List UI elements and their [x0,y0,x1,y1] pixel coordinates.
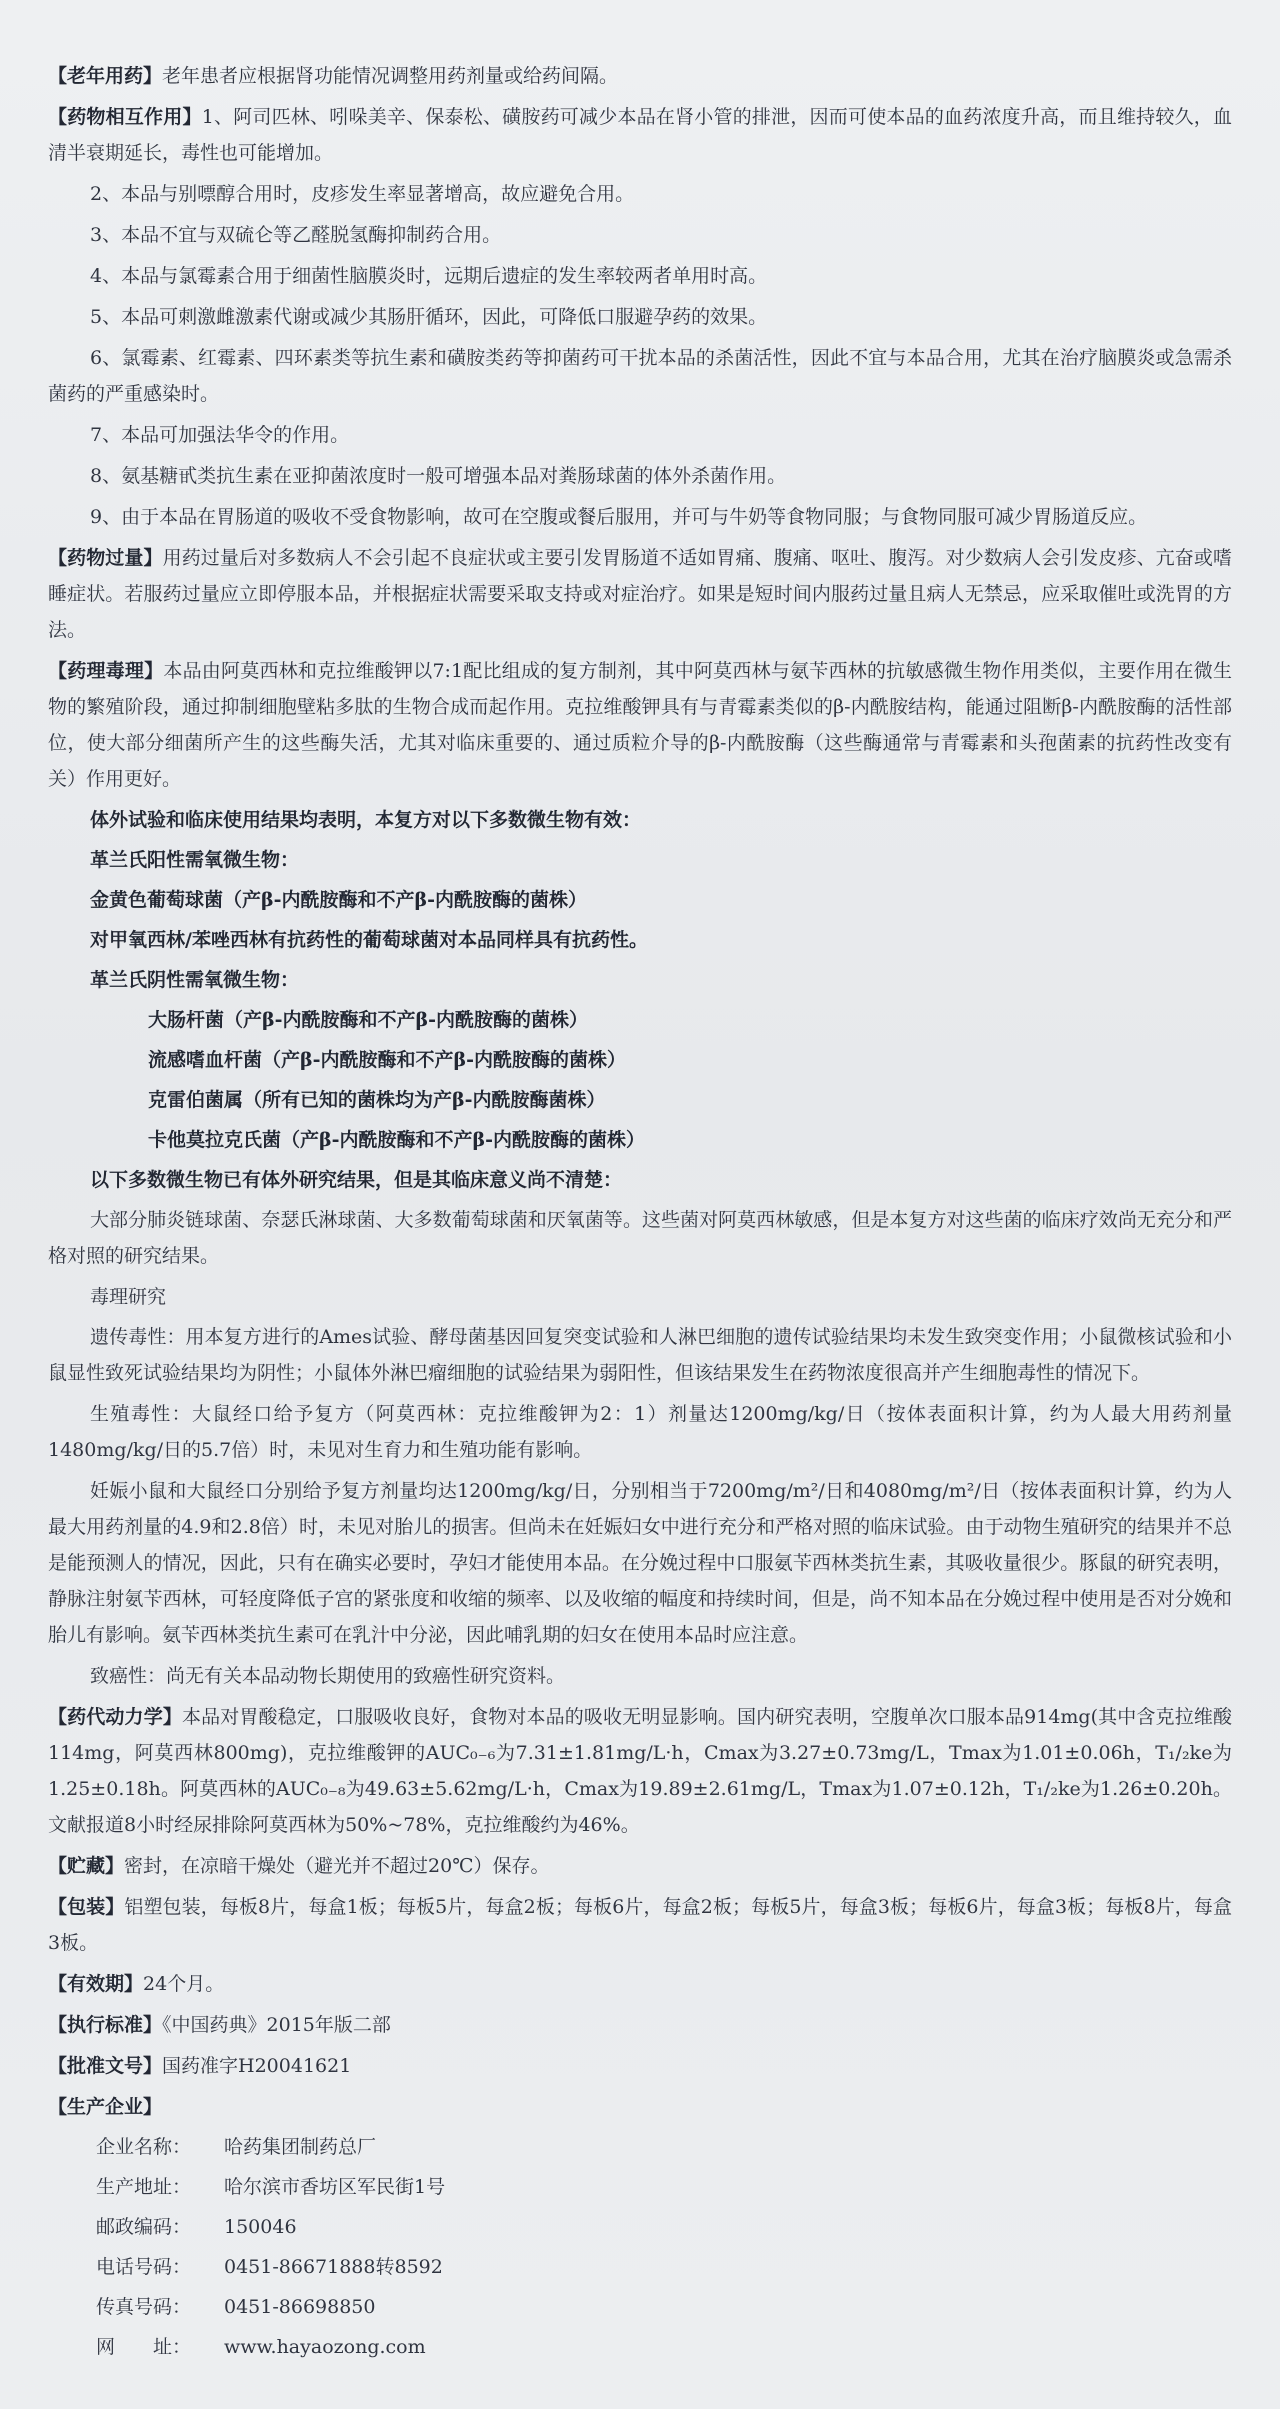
validity-heading: 【有效期】 [48,1973,144,1995]
postcode-value: 150046 [224,2216,297,2238]
interaction-item: 3、本品不宜与双硫仑等乙醛脱氢酶抑制药合用。 [90,224,502,246]
approval-text: 国药准字H20041621 [162,2055,352,2077]
manufacturer-row [48,2330,1232,2364]
efficacy-intro: 体外试验和临床使用结果均表明，本复方对以下多数微生物有效： [90,809,642,831]
elderly-text: 老年患者应根据肾功能情况调整用药剂量或给药间隔。 [162,65,619,87]
packaging-heading: 【包装】 [48,1896,125,1918]
interaction-item: 5、本品可刺激雌激素代谢或减少其肠肝循环，因此，可降低口服避孕药的效果。 [90,306,768,328]
manufacturer-row [48,2250,1232,2284]
company-name-label: 企业名称： [96,2136,192,2158]
website-label: 网 址： [96,2336,192,2358]
organism-item: 克雷伯菌属（所有已知的菌株均为产β-内酰胺酶菌株） [148,1089,606,1111]
phone-value: 0451-86671888转8592 [224,2256,443,2278]
manufacturer-heading: 【生产企业】 [48,2096,163,2118]
organism-item: 卡他莫拉克氏菌（产β-内酰胺酶和不产β-内酰胺酶的菌株） [148,1129,646,1151]
approval-heading: 【批准文号】 [48,2055,163,2077]
organism-item: 金黄色葡萄球菌（产β-内酰胺酶和不产β-内酰胺酶的菌株） [90,889,588,911]
manufacturer-row [48,2170,1232,2204]
fax-label: 传真号码： [96,2296,192,2318]
pharmacokinetics-section [48,1699,1232,1843]
postcode-label: 邮政编码： [96,2216,192,2238]
company-name-value: 哈药集团制药总厂 [224,2136,377,2158]
organism-item: 对甲氧西林/苯唑西林有抗药性的葡萄球菌对本品同样具有抗药性。 [90,929,648,951]
interaction-item: 2、本品与别嘌醇合用时，皮疹发生率显著增高，故应避免合用。 [90,183,635,205]
manufacturer-row [48,2130,1232,2164]
genotoxicity-text: 遗传毒性：用本复方进行的Ames试验、酵母菌基因回复突变试验和人淋巴细胞的遗传试验结果均未发生致突变作用；小鼠微核试验和小鼠显性致死试验结果均为阴性；小鼠体外淋巴瘤细胞的试验结果为弱阳性，但该结果发生在药物浓度很高并产生细胞毒性的情况下。 [48,1326,1232,1384]
packaging-text: 铝塑包装，每板8片，每盒1板；每板5片，每盒2板；每板6片，每盒2板；每板5片，每盒3板；每板6片，每盒3板；每板8片，每盒3板。 [48,1896,1232,1954]
validity-section [48,1966,1232,2002]
address-value: 哈尔滨市香坊区军民街1号 [224,2176,446,2198]
overdose-section [48,540,1232,648]
storage-section [48,1848,1232,1884]
standard-text: 《中国药典》2015年版二部 [162,2014,391,2036]
organism-item: 大肠杆菌（产β-内酰胺酶和不产β-内酰胺酶的菌株） [148,1009,589,1031]
overdose-text: 用药过量后对多数病人不会引起不良症状或主要引发胃肠道不适如胃痛、腹痛、呕吐、腹泻。对少数病人会引发皮疹、亢奋或嗜睡症状。若服药过量应立即停服本品，并根据症状需要采取支持或对症治疗。如果是短时间内服药过量且病人无禁忌，应采取催吐或洗胃的方法。 [48,547,1232,641]
pharmacology-text: 本品由阿莫西林和克拉维酸钾以7:1配比组成的复方制剂，其中阿莫西林与氨苄西林的抗敏感微生物作用类似，主要作用在微生物的繁殖阶段，通过抑制细胞壁粘多肽的生物合成而起作用。克拉维酸钾具有与青霉素类似的β-内酰胺结构，能通过阻断β-内酰胺酶的活性部位，使大部分细菌所产生的这些酶失活，尤其对临床重要的、通过质粒介导的β-内酰胺酶（这些酶通常与青霉素和头孢菌素的抗药性改变有关）作用更好。 [48,660,1232,790]
organism-item: 流感嗜血杆菌（产β-内酰胺酶和不产β-内酰胺酶的菌株） [148,1049,627,1071]
phone-label: 电话号码： [96,2256,192,2278]
elderly-section [48,58,1232,94]
packaging-section [48,1889,1232,1961]
elderly-heading: 【老年用药】 [48,65,163,87]
interaction-item: 7、本品可加强法华令的作用。 [90,424,350,446]
reproductive-toxicity-text: 生殖毒性：大鼠经口给予复方（阿莫西林：克拉维酸钾为2：1）剂量达1200mg/kg/日（按体表面积计算，约为人最大用药剂量1480mg/kg/日的5.7倍）时，未见对生育力和生殖功能有影响。 [48,1403,1232,1461]
invitro-title: 以下多数微生物已有体外研究结果，但是其临床意义尚不清楚： [90,1169,623,1191]
interaction-item: 1、阿司匹林、吲哚美辛、保泰松、磺胺药可减少本品在肾小管的排泄，因而可使本品的血药浓度升高，而且维持较久，血清半衰期延长，毒性也可能增加。 [48,106,1232,164]
interaction-item: 9、由于本品在胃肠道的吸收不受食物影响，故可在空腹或餐后服用，并可与牛奶等食物同服；与食物同服可减少胃肠道反应。 [90,506,1148,528]
invitro-text: 大部分肺炎链球菌、奈瑟氏淋球菌、大多数葡萄球菌和厌氧菌等。这些菌对阿莫西林敏感，但是本复方对这些菌的临床疗效尚无充分和严格对照的研究结果。 [48,1209,1232,1267]
address-label: 生产地址： [96,2176,192,2198]
approval-section [48,2048,1232,2084]
interaction-item: 6、氯霉素、红霉素、四环素类等抗生素和磺胺类药等抑菌药可干扰本品的杀菌活性，因此不宜与本品合用，尤其在治疗脑膜炎或急需杀菌药的严重感染时。 [48,347,1232,405]
pregnancy-text: 妊娠小鼠和大鼠经口分别给予复方剂量均达1200mg/kg/日，分别相当于7200mg/m²/日和4080mg/m²/日（按体表面积计算，约为人最大用药剂量的4.9和2.8倍）时，未见对胎儿的损害。但尚未在妊娠妇女中进行充分和严格对照的临床试验。由于动物生殖研究的结果并不总是能预测人的情况，因此，只有在确实必要时，孕妇才能使用本品。在分娩过程中口服氨苄西林类抗生素，其吸收量很少。豚鼠的研究表明，静脉注射氨苄西林，可轻度降低子宫的紧张度和收缩的频率、以及收缩的幅度和持续时间，但是，尚不知本品在分娩过程中使用是否对分娩和胎儿有影响。氨苄西林类抗生素可在乳汁中分泌，因此哺乳期的妇女在使用本品时应注意。 [48,1480,1232,1646]
pharmacology-section [48,653,1232,797]
website-value: www.hayaozong.com [224,2336,426,2358]
gram-negative-title: 革兰氏阴性需氧微生物： [90,969,300,991]
pharmacokinetics-heading: 【药代动力学】 [48,1706,182,1728]
pharmacokinetics-text: 本品对胃酸稳定，口服吸收良好，食物对本品的吸收无明显影响。国内研究表明，空腹单次口服本品914mg(其中含克拉维酸114mg，阿莫西林800mg)，克拉维酸钾的AUC₀₋₆为7.31±1.81mg/L·h，Cmax为3.27±0.73mg/L，Tmax为1.01±0.06h，T₁/₂ke为1.25±0.18h。阿莫西林的AUC₀₋₈为49.63±5.62mg/L·h，Cmax为19.89±2.61mg/L，Tmax为1.07±0.12h，T₁/₂ke为1.26±0.20h。文献报道8小时经尿排除阿莫西林为50%~78%，克拉维酸约为46%。 [48,1706,1232,1836]
standard-section [48,2007,1232,2043]
pharmacology-heading: 【药理毒理】 [48,660,164,682]
manufacturer-row [48,2290,1232,2324]
carcinogenicity-text: 致癌性：尚无有关本品动物长期使用的致癌性研究资料。 [90,1665,566,1687]
standard-heading: 【执行标准】 [48,2014,163,2036]
manufacturer-row [48,2210,1232,2244]
gram-positive-title: 革兰氏阳性需氧微生物： [90,849,300,871]
fax-value: 0451-86698850 [224,2296,376,2318]
storage-text: 密封，在凉暗干燥处（避光并不超过20℃）保存。 [124,1855,550,1877]
interaction-item: 4、本品与氯霉素合用于细菌性脑膜炎时，远期后遗症的发生率较两者单用时高。 [90,265,768,287]
validity-text: 24个月。 [143,1973,225,1995]
interactions-section [48,99,1232,171]
interaction-item: 8、氨基糖甙类抗生素在亚抑菌浓度时一般可增强本品对粪肠球菌的体外杀菌作用。 [90,465,787,487]
storage-heading: 【贮藏】 [48,1855,125,1877]
overdose-heading: 【药物过量】 [48,547,163,569]
toxicology-title: 毒理研究 [90,1286,167,1308]
interactions-heading: 【药物相互作用】 [48,106,202,128]
